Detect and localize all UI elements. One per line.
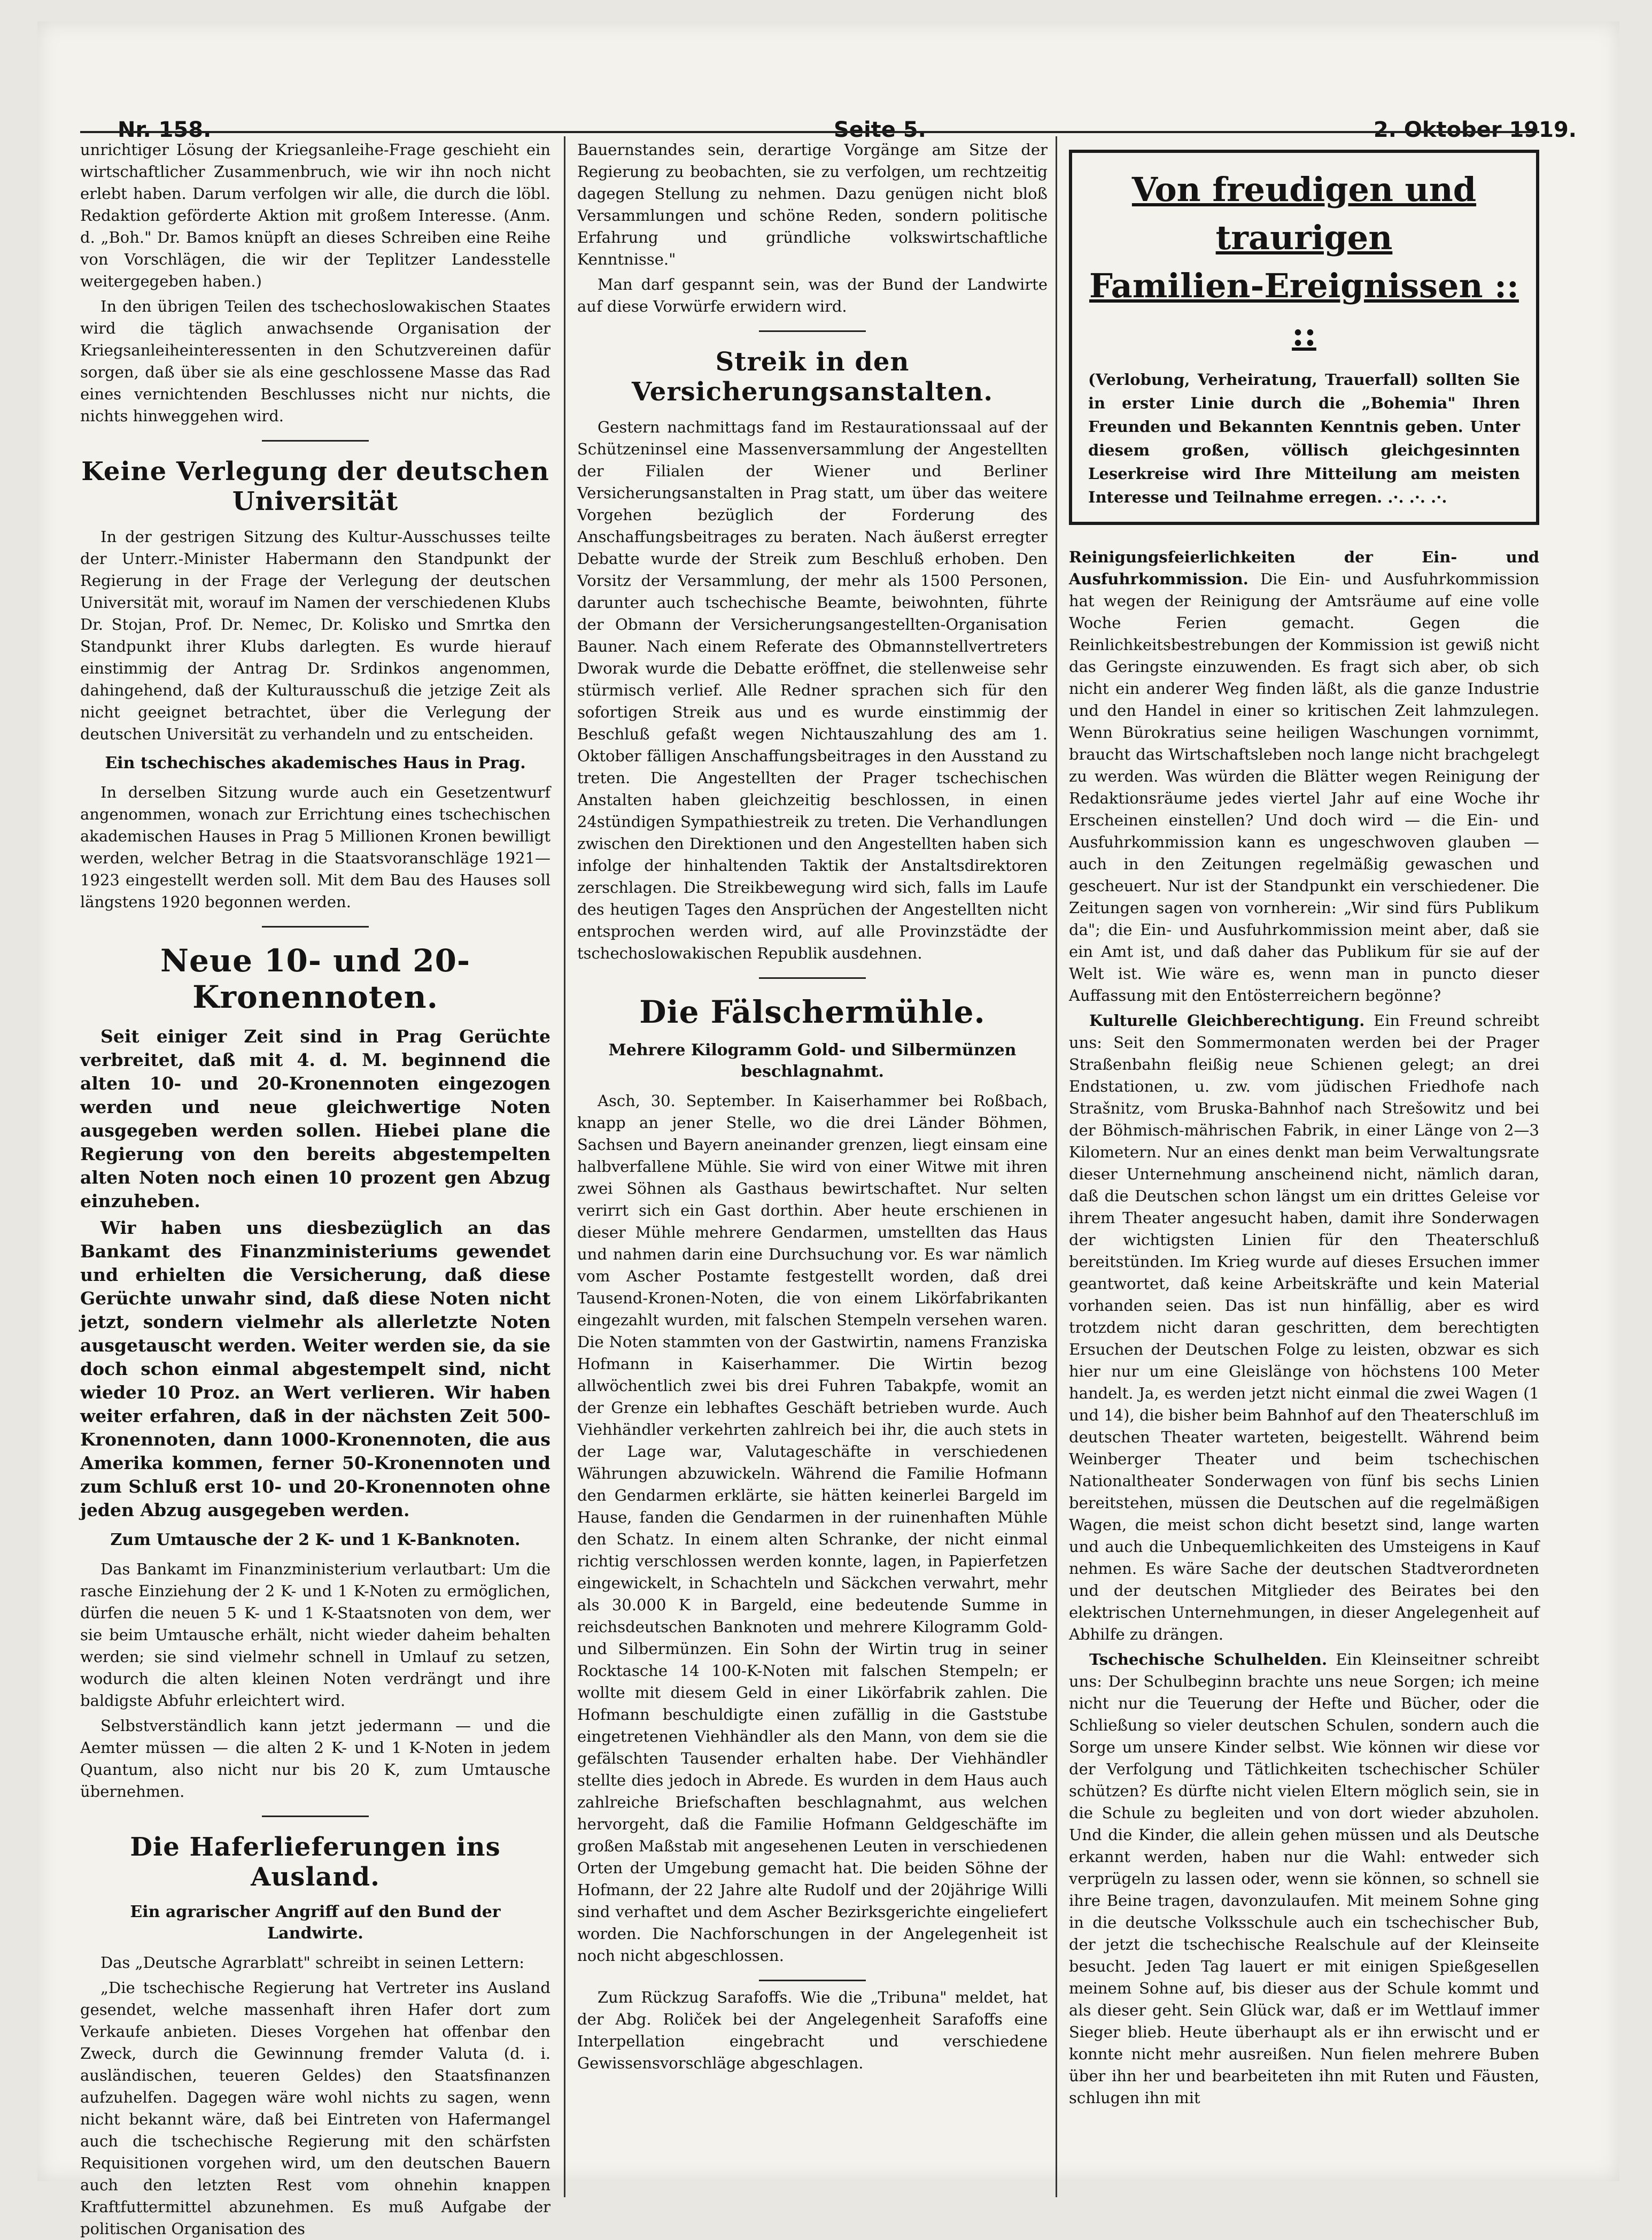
article-text: Zum Rückzug Sarafoffs. Wie die „Tribuna" meldet, hat der Abg. Roliček bei der Angelegenheit Sarafoffs eine Interpellation eingebracht und verschiedene Gewissensvorschläge abgeschlagen. xyxy=(577,1988,1048,2072)
ad-title-line-2: Familien-Ereignissen :: :: xyxy=(1089,266,1519,353)
issue-number: Nr. 158. xyxy=(118,118,212,142)
section-rule xyxy=(759,977,866,979)
headline-kronennoten: Neue 10- und 20-Kronennoten. xyxy=(160,943,471,1015)
article-text: In der gestrigen Sitzung des Kultur-Ausschusses teilte der Unterr.-Minister Habermann den Standpunkt der Regierung in der Frage der Verlegung der deutschen Universität mit, worauf im Namen der verschiedenen Klubs Dr. Stojan, Prof. Dr. Nemec, Dr. Kolisko und Smrtka den Standpunkt ihrer Klubs darlegten. Es wurde hierauf einstimmig der Antrag Dr. Srdinkos angenommen, dahingehend, daß der Kulturausschuß die jetzige Zeit als nicht geeignet betrachtet, über die Verlegung der deutschen Universität zu verhandeln und zu entscheiden. xyxy=(80,528,550,743)
article-text: unrichtiger Lösung der Kriegsanleihe-Frage geschieht ein wirtschaftlicher Zusammenbruch, wie wir ihn noch nicht erlebt haben. Darum verfolgen wir alle, die durch die löbl. Redaktion geförderte Aktion mit großem Interesse. (Anm. d. „Boh." Dr. Bamos knüpft an dieses Schreiben eine Reihe von Vorschlägen, die wir der Teplitzer Landesstelle weitergegeben haben.) xyxy=(80,141,550,290)
headline-hafer: Die Haferlieferungen ins Ausland. xyxy=(130,1832,501,1892)
article-body: Ein Kleinseitner schreibt uns: Der Schulbeginn brachte uns neue Sorgen; ich meine nicht nur die Teuerung der Hefte und Bücher, oder die Schließung so vieler deutschen Schulen, sondern auch die Sorge um unsere Kinder selbst. Wie können wir diese vor der Verfolgung und Tätlichkeiten tschechischer Schüler schützen? Es dürfte nicht vielen Eltern möglich sein, sie in die Schule zu begleiten und von dort wieder abzuholen. Und die Kinder, die allein gehen müssen und als Deutsche erkannt werden, haben nur die Wahl: entweder sich verprügeln zu lassen oder, wenn sie können, so schnell sie ihre Beine tragen, davonzulaufen. Mit meinem Sohne ging in die deutsche Volksschule auch ein tschechischer Bub, der jetzt die tschechische Realschule auf der Kleinseite besucht. Jeden Tag lauert er mit einigen Spießgesellen meinem Sohne auf, bis dieser aus der Schule kommt und als dieser geht. Sein Glück war, daß er im Wettlauf immer Sieger blieb. Heute überhaupt als er ihn erwischt und er konnte nicht mehr ausreißen. Nun fielen mehrere Buben über ihn her und bearbeiteten ihn mit Ruten und Fäusten, schlugen ihn mit xyxy=(1069,1650,1540,2107)
article-text-bold: Wir haben uns diesbezüglich an das Bankamt des Finanzministeriums gewendet und erhielten die Versicherung, daß diese Gerüchte unwahr sind, daß diese Noten nicht jetzt, sondern vielmehr als allerletzte Noten ausgetauscht werden. Weiter werden sie, da sie doch schon einmal abgestempelt sind, nicht wieder 10 Proz. an Wert verlieren. Wir haben weiter erfahren, daß in der nächsten Zeit 500-Kronennoten, dann 1000-Kronennoten, die aus Amerika kommen, ferner 50-Kronennoten und zum Schluß erst 10- und 20-Kronennoten ohne jeden Abzug ausgegeben werden. xyxy=(80,1217,550,1520)
article-text: Das „Deutsche Agrarblatt" schreibt in seinen Lettern: xyxy=(100,1953,525,1972)
subheadline-haus: Ein tschechisches akademisches Haus in Prag. xyxy=(105,754,526,773)
section-rule xyxy=(262,440,369,442)
headline-faelschermuehle: Die Fälschermühle. xyxy=(639,994,986,1030)
article-text: Man darf gespannt sein, was der Bund der Landwirte auf diese Vorwürfe erwidern wird. xyxy=(577,275,1048,315)
section-rule xyxy=(759,330,866,332)
subheadline-hafer: Ein agrarischer Angriff auf den Bund der Landwirte. xyxy=(130,1903,501,1943)
column-divider-2 xyxy=(1056,136,1057,2197)
article-text: Selbstverständlich kann jetzt jedermann — und die Aemter müssen — die alten 2 K- und 1 K-Noten in jedem Quantum, also nicht nur bis 20 K, zum Umtausche übernehmen. xyxy=(80,1717,550,1801)
ad-text: (Verlobung, Verheiratung, Trauerfall) sollten Sie in erster Linie durch die „Bohemia" Ihren Freunden und Bekannten Kenntnis geben. Unter diesem großen, völlisch gleichgesinnten Leserkreise wird Ihre Mitteilung am meisten Interesse und Teilnahme erregen. .·. .·. .·. xyxy=(1088,370,1520,506)
header-rule xyxy=(80,131,1539,133)
section-rule xyxy=(262,926,369,928)
article-body: Ein Freund schreibt uns: Seit den Sommermonaten werden bei der Prager Straßenbahn fleißig neue Schienen gelegt; an drei Endstationen, u. zw. vom jüdischen Friedhofe nach Strašnitz, vom Bruska-Bahnhof nach Strešowitz und bei der Böhmisch-mährischen Fabrik, in einer Länge von 2—3 Kilometern. Nur an eines denkt man beim Verwaltungsrate dieser Unternehmung anscheinend nicht, nämlich daran, daß die Deutschen schon längst um ein drittes Geleise vor ihrem Theater angesucht haben, damit ihre Sonderwagen der wichtigsten Linien für den Theaterschluß bereitstünden. Im Krieg wurde auf dieses Ersuchen immer geantwortet, daß keine Arbeitskräfte und kein Material vorhanden seien. Das ist nun hinfällig, aber es wird trotzdem nicht daran geschritten, dem berechtigten Ersuchen der Deutschen Folge zu leisten, obzwar es sich hier nur um eine Gleislänge von höchstens 100 Meter handelt. Ja, es werden jetzt nicht einmal die zwei Wagen (1 und 14), die bisher beim Bahnhof auf den Theaterschluß im deutschen Theater warteten, beigestellt. Während beim Weinberger Theater und beim tschechischen Nationaltheater Sonderwagen von fünf bis sechs Linien bereitstehen, müssen die Deutschen auf die regelmäßigen Wagen, die meist schon dicht besetzt sind, lange warten und auch die Unbequemlichkeiten des Umsteigens in Kauf nehmen. Es wäre Sache der deutschen Stadtverordneten und der deutschen Mitglieder des Beirates bei den elektrischen Unternehmungen, in dieser Angelegenheit auf Abhilfe zu drängen. xyxy=(1069,1011,1539,1643)
article-lead: Reinigungsfeierlichkeiten der Ein- und Ausfuhrkommission. xyxy=(1069,548,1539,588)
column-3 xyxy=(1069,139,1539,2208)
article-text xyxy=(1069,1649,1539,2109)
column-divider-1 xyxy=(564,136,565,2197)
article-text: Bauernstandes sein, derartige Vorgänge am Sitze der Regierung zu beobachten, sie zu verfolgen, um rechtzeitig dagegen Stellung zu nehmen. Dazu genügen nicht bloß Versammlungen und schöne Reden, sondern politische Erfahrung und gründliche volkswirtschaftliche Kenntnisse." xyxy=(577,141,1048,268)
page-number: Seite 5. xyxy=(834,118,926,142)
column-2 xyxy=(577,139,1048,2208)
article-text-bold: Seit einiger Zeit sind in Prag Gerüchte verbreitet, daß mit 4. d. M. beginnend die alten 10- und 20-Kronennoten eingezogen werden und neue gleichwertige Noten ausgegeben werden sollen. Hiebei plane die Regierung von den bereits abgestempelten alten Noten noch einen 10 prozent gen Abzug einzuheben. xyxy=(80,1026,550,1211)
headline-universitaet: Keine Verlegung der deutschen Universität xyxy=(81,457,549,516)
section-rule xyxy=(262,1816,369,1817)
article-text: Gestern nachmittags fand im Restaurationssaal auf der Schützeninsel eine Massenversammlung der Angestellten der Filialen der Wiener und Berliner Versicherungsanstalten in Prag statt, um über das weitere Vorgehen bezüglich der Forderung des Anschaffungsbeitrages zu beraten. Nach äußerst erregter Debatte wurde der Streik zum Beschluß erhoben. Den Vorsitz der Versammlung, der mehr als 1500 Personen, darunter auch tschechische Beamte, beiwohnten, führte der Obmann der Versicherungsangestellten-Organisation Bauner. Nach einem Referate des Obmannstellvertreters Dworak wurde die Debatte eröffnet, die stellenweise sehr stürmisch verlief. Alle Redner sprachen sich für den sofortigen Streik aus und es wurde einstimmig der Beschluß gefaßt wegen Nichtauszahlung des am 1. Oktober fälligen Anschaffungsbeitrages in den Ausstand zu treten. Die Angestellten der Prager tschechischen Anstalten haben gleichzeitig beschlossen, in einen 24stündigen Sympathiestreik zu treten. Die Verhandlungen zwischen den Direktionen und den Angestellten haben sich infolge der hinhaltenden Taktik der Anstaltsdirektoren zerschlagen. Die Streikbewegung wird sich, falls im Laufe des heutigen Tages den Ansprüchen der Angestellten nicht entsprochen werden wird, auf alle Provinzstädte der tschechoslowakischen Republik ausdehnen. xyxy=(577,418,1048,962)
article-text: „Die tschechische Regierung hat Vertreter ins Ausland gesendet, welche massenhaft ihren Hafer dort zum Verkaufe anbieten. Dieses Vorgehen hat offenbar den Zweck, durch die Gewinnung fremder Valuta (d. i. ausländischen, teueren Geldes) den Staatsfinanzen aufzuhelfen. Dagegen wäre wohl nichts zu sagen, wenn nicht bekannt wäre, daß bei Eintreten von Hafermangel auch die tschechische Regierung mit den schärfsten Requisitionen vorgehen wird, um den deutschen Bauern auch den letzten Rest vom ohnehin knappen Kraftfuttermittel abzunehmen. Es muß Aufgabe der politischen Organisation des xyxy=(80,1979,550,2238)
article-text: In den übrigen Teilen des tschechoslowakischen Staates wird die täglich anwachsende Organisation der Kriegsanleiheinteressenten in den Schutzvereinen dafür sorgen, daß über sie als eine geschlossene Masse das Rad eines vernichtenden Beschlusses nicht nur nichts, die nichts hinweggehen wird. xyxy=(80,297,550,425)
article-text xyxy=(1069,1010,1539,1646)
column-1 xyxy=(80,139,550,2238)
article-body: Die Ein- und Ausfuhrkommission hat wegen der Reinigung der Amtsräume auf eine volle Woche Ferien gemacht. Gegen die Reinlichkeitsbestrebungen der Kommission ist gewiß nicht das Geringste einzuwenden. Es fragt sich aber, ob sich nicht ein anderer Weg finden läßt, als die ganze Industrie und den Handel in einer so kritischen Zeit lahmzulegen. Wenn Bürokratius seine heiligen Waschungen vornimmt, braucht das Wirtschaftsleben noch lange nicht brachgelegt zu werden. Was würden die Blätter wegen Reinigung der Redaktionsräume jedes viertel Jahr auf eine Woche ihr Erscheinen einstellen? Und doch wird — die Ein- und Ausfuhrkommission kann es ungeschwoven glauben — auch in den Zeitungen regelmäßig gewaschen und gescheuert. Nur ist der Standpunkt ein verschiedener. Die Zeitungen sagen von vornherein: „Wir sind fürs Publikum da"; die Ein- und Ausfuhrkommission meint aber, daß sie ein Amt ist, und daß daher das Publikum für sie auf der Welt ist. Wie wäre es, wenn man in puncto dieser Auffassung mit den Entösterreichern begönne? xyxy=(1069,570,1539,1005)
subheadline-muehle: Mehrere Kilogramm Gold- und Silbermünzen beschlagnahmt. xyxy=(608,1041,1017,1081)
section-rule xyxy=(759,1980,866,1981)
article-text xyxy=(1069,546,1539,1007)
subheadline-umtausch: Zum Umtausche der 2 K- und 1 K-Banknoten. xyxy=(110,1531,521,1549)
issue-date: 2. Oktober 1919. xyxy=(1373,118,1577,142)
article-lead: Kulturelle Gleichberechtigung. xyxy=(1089,1011,1365,1030)
headline-streik: Streik in den Versicherungsanstalten. xyxy=(631,347,994,407)
article-text: In derselben Sitzung wurde auch ein Gesetzentwurf angenommen, wonach zur Errichtung eines tschechischen akademischen Hauses in Prag 5 Millionen Kronen bewilligt werden, welcher Betrag in die Staatsvoranschläge 1921—1923 eingestellt werden soll. Mit dem Bau des Hauses soll längstens 1920 begonnen werden. xyxy=(80,783,550,911)
family-events-advertisement xyxy=(1069,150,1539,525)
article-lead: Tschechische Schulhelden. xyxy=(1089,1650,1328,1669)
article-text: Asch, 30. September. In Kaiserhammer bei Roßbach, knapp an jener Stelle, wo die drei Länder Böhmen, Sachsen und Bayern aneinander grenzen, liegt einsam eine halbverfallene Mühle. Sie wird von einer Witwe mit ihren zwei Söhnen als Gasthaus bewirtschaftet. Nur selten verirrt sich ein Gast dorthin. Aber heute erschienen in dieser Mühle mehrere Gendarmen, umstellten das Haus und nahmen darin eine Durchsuchung vor. Es war nämlich vom Ascher Postamte festgestellt worden, daß drei Tausend-Kronen-Noten, die von einem Likörfabrikanten eingezahlt wurden, mit falschen Stempeln versehen waren. Die Noten stammten von der Gastwirtin, namens Franziska Hofmann in Kaiserhammer. Die Wirtin bezog allwöchentlich zwei bis drei Fuhren Tabakpfe, womit an der Grenze ein lebhaftes Geschäft betrieben wurde. Auch Viehhändler verkehrten zahlreich bei ihr, die auch stets in der Lage war, Valutageschäfte in verschiedenen Währungen abzuwickeln. Während die Familie Hofmann den Gendarmen erklärte, sie hätten keinerlei Bargeld im Hause, fanden die Gendarmen in der ruinenhaften Mühle den Schatz. In einem alten Schranke, der nicht einmal richtig verschlossen werden konnte, lagen, in Papierfetzen eingewickelt, in Schachteln und Säckchen verwahrt, mehr als 30.000 K in Bargeld, eine bedeutende Summe in reichsdeutschen Banknoten und mehrere Kilogramm Gold- und Silbermünzen. Ein Sohn der Wirtin trug in seiner Rocktasche 14 100-K-Noten mit falschen Stempeln; er wollte mit diesem Geld in einer Likörfabrik zahlen. Die Hofmann beschuldigte einen zufällig in die Gaststube eingetretenen Viehhändler als den Mann, von dem sie die gefälschten Tausender erhalten habe. Der Viehhändler stellte dies jedoch in Abrede. Es wurden in dem Haus auch zahlreiche Briefschaften beschlagnahmt, aus welchen hervorgeht, daß die Familie Hofmann Geldgeschäfte im großen Maßstab mit angesehenen Leuten in verschiedenen Orten der Umgebung gemacht hat. Die beiden Söhne der Hofmann, der 22 Jahre alte Rudolf und der 20jährige Willi sind verhaftet und dem Ascher Bezirksgerichte eingeliefert worden. Die Nachforschungen in der Angelegenheit ist noch nicht abgeschlossen. xyxy=(577,1092,1048,1965)
article-text: Das Bankamt im Finanzministerium verlautbart: Um die rasche Einziehung der 2 K- und 1 K-Noten zu ermöglichen, dürfen die neuen 5 K- und 1 K-Staatsnoten von dem, wer sie beim Umtausche erhält, nicht wieder daheim behalten werden; sie sind vielmehr schnell in Umlauf zu setzen, wodurch die alten kleinen Noten verdrängt und ihre baldigste Abfuhr erleichtert wird. xyxy=(80,1560,550,1710)
ad-title-line-1: Von freudigen und traurigen xyxy=(1131,170,1477,257)
